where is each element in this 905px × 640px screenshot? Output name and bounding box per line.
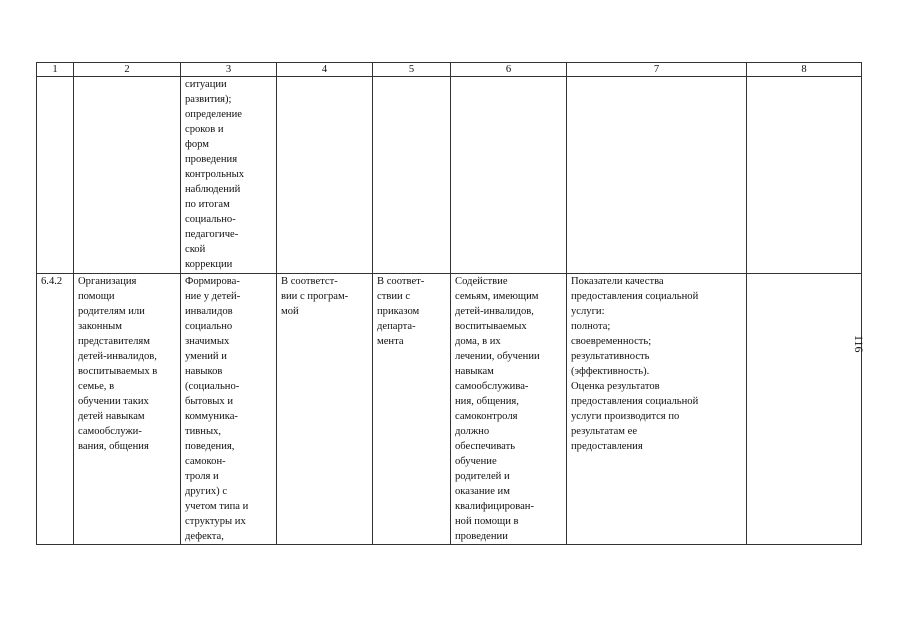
column-header: 5 bbox=[373, 63, 451, 77]
table-cell bbox=[277, 77, 373, 274]
table-row bbox=[37, 77, 862, 274]
conditions-cell: Содействие семьям, имеющим детей-инвалидов, воспитываемых дома, в их лечении, обучении навыкам самообслужива- ния, общения, самоконтроля должно обеспечивать обучение родителей и оказание им квалифицирован- ной помощи в проведении bbox=[451, 274, 567, 545]
table-cell bbox=[451, 77, 567, 274]
column-header: 2 bbox=[74, 63, 181, 77]
service-name-cell: Организация помощи родителям или законным представителям детей-инвалидов, воспитываемых в семье, в обучении таких детей навыкам самообслужи- вания, общения bbox=[74, 274, 181, 545]
table-cell bbox=[373, 77, 451, 274]
table-header-row bbox=[37, 63, 862, 77]
table-cell bbox=[567, 77, 747, 274]
volume-cell: В соответст- вии с програм- мой bbox=[277, 274, 373, 545]
table-cell bbox=[74, 77, 181, 274]
services-table bbox=[36, 62, 862, 545]
column-header: 1 bbox=[37, 63, 74, 77]
column-header: 7 bbox=[567, 63, 747, 77]
column-header: 6 bbox=[451, 63, 567, 77]
table-row bbox=[37, 274, 862, 545]
table-cell: ситуации развития); определение сроков и форм проведения контрольных наблюдений по итогам социально- педагогиче- ской коррекции bbox=[181, 77, 277, 274]
tariff-cell: В соответ- ствии с приказом департа- мента bbox=[373, 274, 451, 545]
page-number: 116 bbox=[852, 335, 866, 353]
column-header: 4 bbox=[277, 63, 373, 77]
column-header: 8 bbox=[747, 63, 862, 77]
column-header: 3 bbox=[181, 63, 277, 77]
table-cell bbox=[747, 77, 862, 274]
table-cell bbox=[747, 274, 862, 545]
table-cell bbox=[37, 77, 74, 274]
service-content-cell: Формирова- ние у детей- инвалидов социально значимых умений и навыков (социально- бытовых и коммуника- тивных, поведения, самокон- троля и других) с учетом типа и структуры их дефекта, bbox=[181, 274, 277, 545]
row-number-cell: 6.4.2 bbox=[37, 274, 74, 545]
quality-indicators-cell: Показатели качества предоставления социальной услуги: полнота; своевременность; результативность (эффективность). Оценка результатов предоставления социальной услуги производится по результатам ее предоставления bbox=[567, 274, 747, 545]
